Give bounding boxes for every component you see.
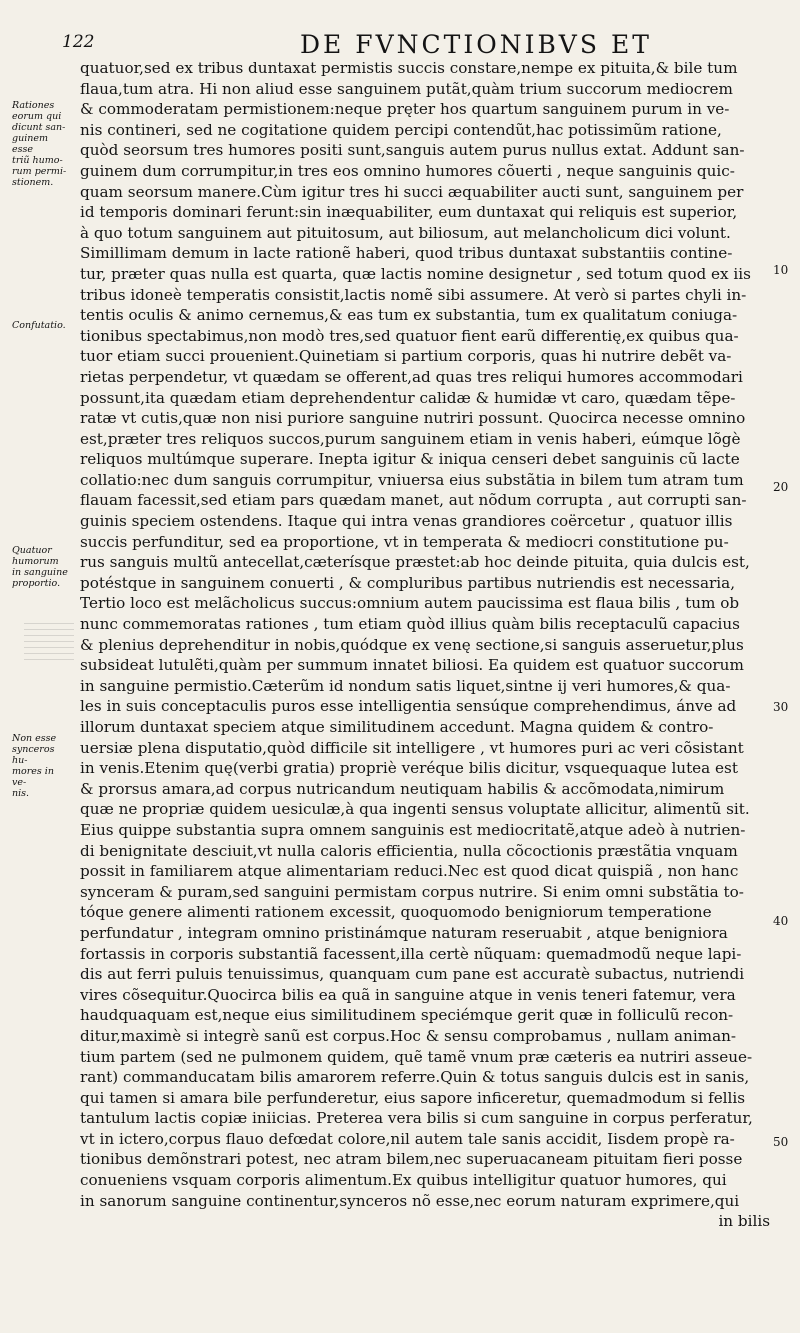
text-line: illorum duntaxat speciem atque similitudinem accedunt. Magna quidem & contro-	[80, 718, 714, 736]
text-line: est,præter tres reliquos succos,purum sanguinem etiam in venis haberi, eúmque lõgè	[80, 429, 741, 448]
text-line: quòd seorsum tres humores positi sunt,sanguis autem purus nullus extat. Addunt san-	[80, 141, 745, 160]
margin-note-confutatio: Confutatio.	[12, 320, 66, 331]
text-line: possunt,ita quædam etiam deprehendentur calidæ & humidæ vt caro, quædam tẽpe-	[80, 388, 736, 407]
text-line: tur, præter quas nulla est quarta, quæ lactis nomine designetur , sed totum quod ex iis	[80, 264, 751, 283]
text-line: & prorsus amara,ad corpus nutricandum neutiquam habilis & accõmodata,nimirum	[80, 779, 725, 798]
body-text	[80, 58, 770, 1232]
text-line: possit in familiarem atque alimentariam reduci.Nec est quod dicat quispiã , non hanc	[80, 862, 739, 881]
text-line: qui tamen si amara bile perfunderetur, eius sapore inficeretur, quemadmodum si fellis	[80, 1088, 746, 1107]
text-line: tionibus spectabimus,non modò tres,sed quatuor fient earũ differentię,ex quibus qua-	[80, 326, 739, 345]
text-line: flauam facessit,sed etiam pars quædam manet, aut nõdum corrupta , aut corrupti san-	[80, 491, 747, 510]
text-line: ratæ vt cutis,quæ non nisi puriore sanguine nutriri possunt. Quocirca necesse omnino	[80, 409, 746, 428]
text-line: guinis speciem ostendens. Itaque qui intra venas grandiores coërcetur , quatuor illis	[80, 512, 733, 531]
text-line: perfundatur , integram omnino pristinámque naturam reseruabit , atque benigniora	[80, 923, 728, 942]
text-line: & commoderatam permistionem:neque pręter hos quartum sanguinem purum in ve-	[80, 100, 730, 119]
line-number-40: 40	[773, 914, 789, 928]
text-line: di benignitate desciuit,vt nulla caloris efficientia, nulla cõcoctionis præstãtia vnquam	[80, 841, 738, 860]
text-line: uersiæ plena disputatio,quòd difficile sit intelligere , vt humores puri ac veri cõsistant	[80, 738, 744, 757]
text-line: potéstque in sanguinem conuerti , & compluribus partibus nutriendis est necessaria,	[80, 573, 736, 592]
text-line: synceram & puram,sed sanguini permistam corpus nutrire. Si enim omni substãtia to-	[80, 882, 744, 901]
text-line: tribus idoneè temperatis consistit,lactis nomẽ sibi assumere. At verò si partes chyli in-	[80, 285, 747, 304]
margin-note-rationes: Rationes eorum qui dicunt san- guinem esse triũ humo- rum permi- stionem.	[12, 100, 67, 188]
text-line: in sanguine permistio.Cæterũm id nondum satis liquet,sintne ij veri humores,& qua-	[80, 676, 731, 695]
text-line: conueniens vsquam corporis alimentum.Ex quibus intelligitur quatuor humores, qui	[80, 1171, 727, 1190]
text-line: nunc commemoratas rationes , tum etiam quòd illius quàm bilis receptaculũ capacius	[80, 615, 740, 634]
text-line: tóque genere alimenti rationem excessit, quoquomodo benigniorum temperatione	[80, 903, 712, 922]
line-number-10: 10	[773, 263, 789, 277]
text-line: rant) commanducatam bilis amarorem referre.Quin & totus sanguis dulcis est in sanis,	[80, 1068, 750, 1087]
text-line: & plenius deprehenditur in nobis,quódque ex venę sectione,si sanguis asseruetur,plus	[80, 635, 744, 654]
text-line: quatuor,sed ex tribus duntaxat permistis succis constare,nempe ex pituita,& bile tum	[80, 59, 738, 77]
text-line: in bilis	[718, 1212, 770, 1231]
text-line: les in suis conceptaculis puros esse intelligentia sensúque comprehendimus, ánve ad	[80, 697, 737, 716]
text-line: tuor etiam succi prouenient.Quinetiam si partium corporis, quas hi nutrire debẽt va-	[80, 347, 732, 366]
text-line: tium partem (sed ne pulmonem quidem, quẽ tamẽ vnum præ cæteris ea nutriri asseue-	[80, 1047, 753, 1066]
line-number-20: 20	[773, 480, 789, 494]
text-line: succis perfunditur, sed ea proportione, vt in temperata & mediocri constitutione pu-	[80, 532, 729, 551]
text-line: nis contineri, sed ne cogitatione quidem percipi contendũt,hac potissimũm ratione,	[80, 120, 722, 139]
text-line: collatio:nec dum sanguis corrumpitur, vniuersa eius substãtia in bilem tum atram tum	[80, 470, 744, 489]
margin-note-proportio: Quatuor humorum in sanguine proportio.	[12, 545, 68, 589]
page-number: 122	[62, 32, 95, 52]
text-line: subsideat lutulẽti,quàm per summum innatet biliosi. Ea quidem est quatuor succorum	[80, 656, 744, 675]
text-line: rus sanguis multũ antecellat,cæterísque præstet:ab hoc deinde pituita, quia dulcis est,	[80, 553, 750, 572]
text-line: rietas perpendetur, vt quædam se offerent,ad quas tres reliqui humores accommodari	[80, 367, 743, 386]
text-line: Tertio loco est melãcholicus succus:omnium autem paucissima est flaua bilis , tum ob	[80, 594, 740, 613]
text-line: ditur,maximè si integrè sanũ est corpus.Hoc & sensu comprobamus , nullam animan-	[80, 1026, 737, 1045]
text-line: Simillimam demum in lacte rationẽ haberi, quod tribus duntaxat substantiis contine-	[80, 244, 733, 263]
text-line: guinem dum corrumpitur,in tres eos omnino humores cõuerti , neque sanguinis quic-	[80, 161, 735, 180]
text-line: tantulum lactis copiæ iniicias. Preterea vera bilis si cum sanguine in corpus perferatur,	[80, 1109, 753, 1128]
text-line: in sanorum sanguine continentur,synceros nõ esse,nec eorum naturam exprimere,qui	[80, 1191, 740, 1210]
text-line: à quo totum sanguinem aut pituitosum, aut biliosum, aut melancholicum dici volunt.	[80, 223, 731, 242]
text-line: tionibus demõnstrari potest, nec atram bilem,nec superuacaneam pituitam fieri posse	[80, 1150, 743, 1169]
text-line: flaua,tum atra. Hi non aliud esse sanguinem putãt,quàm trium succorum mediocrem	[80, 79, 733, 98]
text-line: quæ ne propriæ quidem uesiculæ,à qua ingenti sensus voluptate allicitur, alimentũ sit.	[80, 800, 750, 819]
text-line: reliquos multúmque superare. Inepta igitur & iniqua censeri debet sanguinis cũ lacte	[80, 450, 740, 469]
line-number-50: 50	[773, 1135, 789, 1149]
text-line: Eius quippe substantia supra omnem sanguinis est mediocritatẽ,atque adeò à nutrien-	[80, 820, 746, 839]
text-line: tentis oculis & animo cernemus,& eas tum ex substantia, tum ex qualitatum coniuga-	[80, 306, 738, 325]
text-line: fortassis in corporis substantiã facessent,illa certè nũquam: quemadmodũ neque lapi-	[80, 944, 742, 963]
text-line: in venis.Etenim quę(verbi gratia) propriè veréque bilis dicitur, vsquequaque lutea est	[80, 759, 738, 778]
text-line: vt in ictero,corpus flauo defœdat colore,nil autem tale sanis accidit, Iisdem propè ra-	[80, 1129, 735, 1148]
running-head: DE FVNCTIONIBVS ET	[300, 30, 652, 59]
faint-stamp-mark	[24, 620, 74, 660]
text-line: haudquaquam est,neque eius similitudinem speciémque gerit quæ in folliculũ recon-	[80, 1006, 734, 1025]
text-line: vires cõsequitur.Quocirca bilis ea quã in sanguine atque in venis teneri fatemur, vera	[80, 985, 736, 1004]
text-line: dis aut ferri puluis tenuissimus, quanquam cum pane est accuratè subactus, nutriendi	[80, 965, 745, 984]
text-line: id temporis dominari ferunt:sin inæquabiliter, eum duntaxat qui reliquis est superior,	[80, 203, 738, 222]
text-line: quam seorsum manere.Cùm igitur tres hi succi æquabiliter aucti sunt, sanguinem per	[80, 182, 744, 201]
margin-note-synceros: Non esse synceros hu- mores in ve- nis.	[12, 733, 57, 799]
line-number-30: 30	[773, 700, 789, 714]
